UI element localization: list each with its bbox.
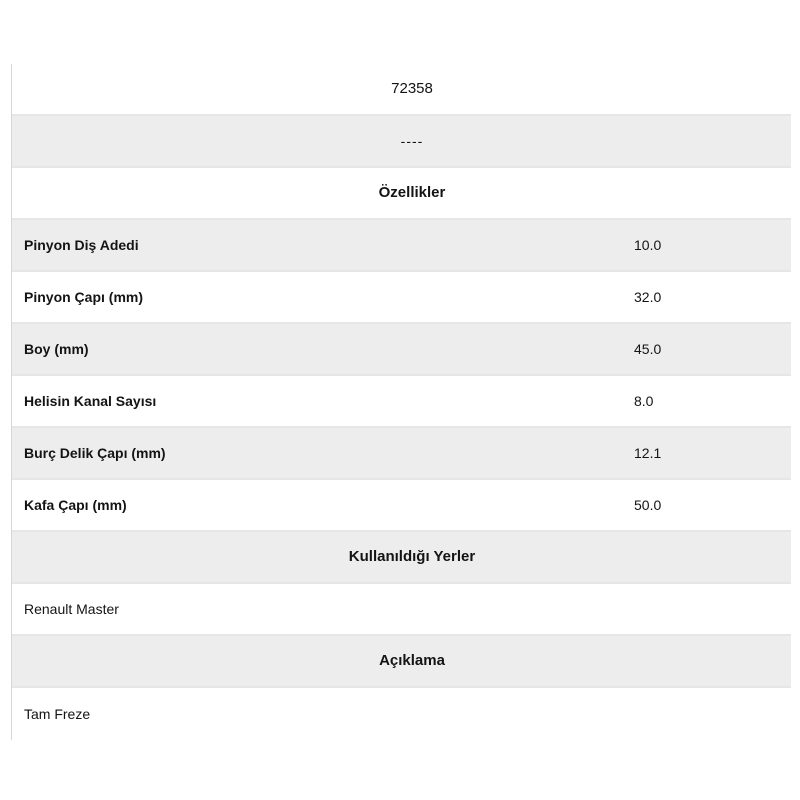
description-value: Tam Freze	[24, 705, 91, 722]
description-row	[12, 688, 791, 740]
spec-row-pinyon-capi	[12, 272, 791, 324]
spec-label: Pinyon Diş Adedi	[24, 236, 139, 253]
spec-value: 12.1	[634, 444, 662, 461]
spec-value: 45.0	[634, 340, 662, 357]
section-header-description: Açıklama	[379, 652, 445, 669]
usage-row	[12, 584, 791, 636]
spec-row-burc-delik-capi	[12, 428, 791, 480]
spec-label: Pinyon Çapı (mm)	[24, 288, 144, 305]
section-header-row-description	[12, 636, 791, 688]
spec-row-helisin-kanal-sayisi	[12, 376, 791, 428]
product-spec-table	[11, 64, 791, 740]
section-header-usage: Kullanıldığı Yerler	[348, 548, 476, 565]
spec-value: 32.0	[634, 288, 662, 305]
separator-text: ----	[400, 132, 424, 149]
spec-row-pinyon-dis-adedi	[12, 220, 791, 272]
section-header-row-features	[12, 168, 791, 220]
usage-value: Renault Master	[24, 600, 119, 617]
spec-row-kafa-capi	[12, 480, 791, 532]
spec-label: Burç Delik Çapı (mm)	[24, 444, 166, 461]
product-code: 72358	[391, 80, 433, 97]
spec-label: Kafa Çapı (mm)	[24, 496, 127, 513]
spec-label: Helisin Kanal Sayısı	[24, 392, 157, 409]
product-code-row	[12, 64, 791, 116]
spec-value: 8.0	[634, 392, 654, 409]
spec-value: 10.0	[634, 236, 662, 253]
section-header-row-usage	[12, 532, 791, 584]
separator-row	[12, 116, 791, 168]
spec-row-boy	[12, 324, 791, 376]
spec-label: Boy (mm)	[24, 340, 89, 357]
section-header-features: Özellikler	[378, 184, 446, 201]
spec-value: 50.0	[634, 496, 662, 513]
